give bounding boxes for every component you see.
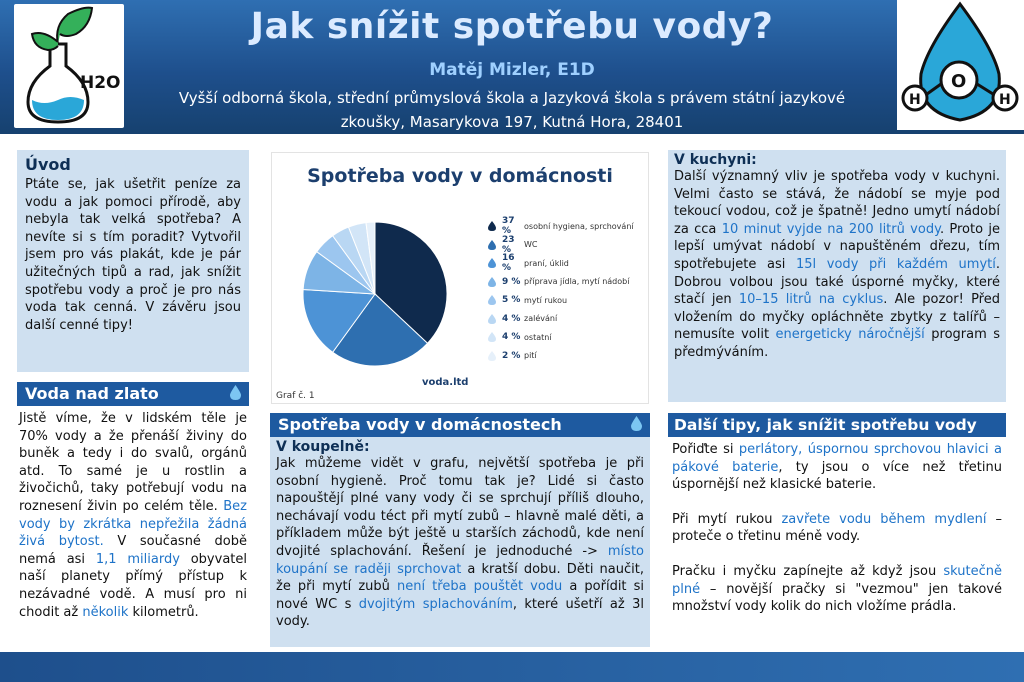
kitchen-highlight-3: 10–15 litrů na cyklus (738, 292, 884, 308)
legend-item (488, 275, 629, 289)
gold-highlight-3: několik (82, 604, 129, 620)
gold-text (17, 406, 249, 625)
molecule-o: O (951, 71, 967, 92)
tip-1 (672, 441, 1002, 494)
bathroom-highlight-1: místo koupání se raději sprchovat (276, 543, 644, 577)
source-logo: voda.ltd (422, 377, 469, 388)
legend-label: pití (524, 351, 537, 360)
legend-label: příprava jídla, mytí nádobí (524, 277, 630, 286)
bathroom-text-3: a pořídit si nové WC s (276, 579, 644, 612)
legend-percent: 23 % (502, 234, 515, 255)
poster-author: Matěj Mizler, E1D (429, 60, 595, 80)
kitchen-highlight-1: 10 minut vyjde na 200 litrů vody (721, 221, 940, 237)
gold-text-3: obyvatel naší planety přímý přístup k nezávadné vodě. A musí pro ni chodit až (19, 551, 247, 620)
chart-title: Spotřeba vody v domácnosti (307, 165, 613, 187)
legend-drop-icon (488, 277, 496, 287)
gold-text-4: kilometrů. (128, 604, 199, 620)
water-drop-icon (631, 416, 642, 431)
kitchen-text-3: . Dobrou volbou jsou také úsporné myčky, které stačí jen (674, 256, 1000, 308)
legend-label: WC (524, 240, 538, 249)
legend-item (488, 312, 557, 326)
intro-heading: Úvod (25, 155, 71, 174)
gold-text-1: Jistě víme, že v lidském těle je 70% vody a že přenáší živiny do buněk a tedy i do svalů, orgánů atd. To samé je u rostlin a živočichů, taky potřebují vodu na roznesení živin po celém těle. (19, 411, 247, 514)
bathroom-highlight-2: není třeba pouštět vodu (397, 579, 563, 595)
gold-text-2: V současné době nemá asi (19, 534, 247, 567)
poster-header (0, 0, 1024, 134)
legend-percent: 4 % (502, 332, 521, 342)
h2o-label: H2O (80, 73, 121, 93)
water-usage-chart (271, 152, 649, 404)
legend-drop-icon (488, 295, 496, 305)
tips-section (668, 413, 1006, 649)
tip-1-text-a: Pořiďte si (672, 442, 739, 457)
legend-item (488, 234, 538, 255)
tips-heading-bar (668, 413, 1006, 437)
legend-drop-icon (488, 332, 496, 342)
tip-2-highlight: zavřete vodu během mydlení (781, 511, 987, 527)
tip-2 (672, 511, 1002, 546)
tip-3-text-a: Pračku i myčku zapínejte až když jsou (672, 563, 944, 579)
pie-chart (300, 219, 450, 369)
legend-percent: 5 % (502, 295, 521, 305)
kitchen-text-2: . Proto je lepší umývat nádobí v napuštěném dřezu, tím spotřebujete asi (674, 221, 1000, 272)
tips-heading: Další tipy, jak snížit spotřebu vody (674, 416, 977, 434)
kitchen-highlight-2: 15l vody při každém umytí (795, 256, 996, 272)
gold-heading: Voda nad zlato (25, 384, 159, 403)
gold-highlight-1: Bez vody by zkrátka nepřežila žádná živá bytost. (19, 498, 247, 550)
legend-drop-icon (488, 351, 496, 361)
chart-caption: Graf č. 1 (276, 391, 315, 401)
legend-percent: 16 % (502, 253, 515, 273)
legend-label: osobní hygiena, sprchování (524, 221, 634, 231)
kitchen-heading: V kuchyni: (674, 152, 757, 168)
legend-drop-icon (488, 314, 496, 324)
bathroom-heading: V koupelně: (276, 439, 370, 455)
tip-3 (672, 563, 1002, 616)
intro-box (17, 150, 249, 372)
legend-drop-icon (488, 258, 496, 268)
legend-label: mytí rukou (524, 295, 568, 305)
gold-heading-bar (17, 382, 249, 406)
legend-percent: 4 % (502, 313, 521, 324)
poster-footer (0, 652, 1024, 682)
molecule-h-left: H (909, 92, 921, 108)
tip-3-highlight: skutečně plné (672, 563, 1002, 597)
tip-1-highlight: perlátory, úspornou sprchovou hlavici a pákové baterie (672, 442, 1002, 475)
bathroom-text-2: a kratší dobu. Děti naučit, že při mytí zubů (276, 561, 644, 595)
legend-percent: 37 % (502, 216, 515, 236)
bathroom-text-4: , které ušetří až 3l vody. (276, 596, 644, 630)
legend-label: ostatní (524, 332, 552, 342)
intro-text: Ptáte se, jak ušetřit peníze za vodu a jak pomoci přírodě, aby nebyla tak velká spotřeba? A nevíte si s tím poradit? Vytvořil jsem pro vás plakát, kde je pár užitečných tipů a rad, jak snížit spotřebu vody a proč je pro nás voda tak cenná. V závěru jsou další cenné tipy! (25, 177, 241, 333)
tips-text (668, 437, 1006, 620)
tip-3-text-b: – novější pračky si "vezmou" jen takové množství vody kolik do nich vložíme prádla. (672, 581, 1002, 615)
gold-section (17, 382, 249, 647)
legend-item (488, 330, 552, 344)
poster-school: Vyšší odborná škola, střední průmyslová škola a Jazyková škola s právem státní jazykové zkoušky, Masarykova 197, Kutná Hora, 28401 (178, 89, 846, 131)
legend-label: zalévání (524, 314, 558, 323)
bathroom-text (276, 455, 644, 631)
legend-percent: 2 % (502, 350, 521, 361)
legend-drop-icon (488, 221, 496, 231)
tip-1-text-b: , ty jsou o více než třetinu úspornější než klasické baterie. (672, 459, 1002, 493)
home-section (270, 413, 650, 649)
gold-highlight-2: 1,1 miliardy (95, 551, 180, 567)
kitchen-text-4: . Ale pozor! Před vložením do myčky opláchněte zbytky z talířů – nemusíte volit (674, 292, 1000, 343)
legend-percent: 9 % (502, 276, 521, 287)
molecule-h-right: H (999, 92, 1011, 108)
legend-label: praní, úklid (524, 258, 569, 268)
kitchen-text-1: Další významný vliv je spotřeba vody v kuchyni. Velmi často se stává, že nádobí se myje pod tekoucí vodou, což je špatně! Jedno umytí nádobí za cca (674, 169, 1000, 237)
home-heading: Spotřeba vody v domácnostech (278, 415, 562, 434)
kitchen-text-5: program s předmýváním. (674, 327, 1000, 360)
home-heading-bar (270, 413, 650, 437)
kitchen-box (668, 150, 1006, 402)
bathroom-highlight-3: dvojitým splachováním (358, 596, 513, 612)
legend-item (488, 216, 634, 236)
water-drop-icon (230, 385, 241, 400)
bathroom-text-1: Jak můžeme vidět v grafu, největší spotřeba je při osobní hygieně. Proč tomu tak je? Lidé si často napouštějí plné vany vody či se sprchují příliš dlouho, nechávají vodu téct při mytí zubů – hlavně malé děti, a příkladem může být ještě u starších záchodů, kde není dvojité splachování. Řešení je jednoduché -> (276, 456, 644, 559)
bathroom-box (270, 437, 650, 647)
poster-title: Jak snížit spotřebu vody? (250, 6, 774, 47)
kitchen-highlight-4: energeticky náročnější (775, 327, 925, 343)
tip-2-text-b: – proteče o třetinu méně vody. (672, 511, 1002, 545)
legend-drop-icon (488, 240, 496, 250)
tip-2-text-a: Při mytí rukou (672, 511, 782, 527)
legend-item (488, 349, 537, 363)
legend-item (488, 293, 567, 307)
legend-item (488, 253, 569, 273)
kitchen-text (674, 168, 1000, 362)
